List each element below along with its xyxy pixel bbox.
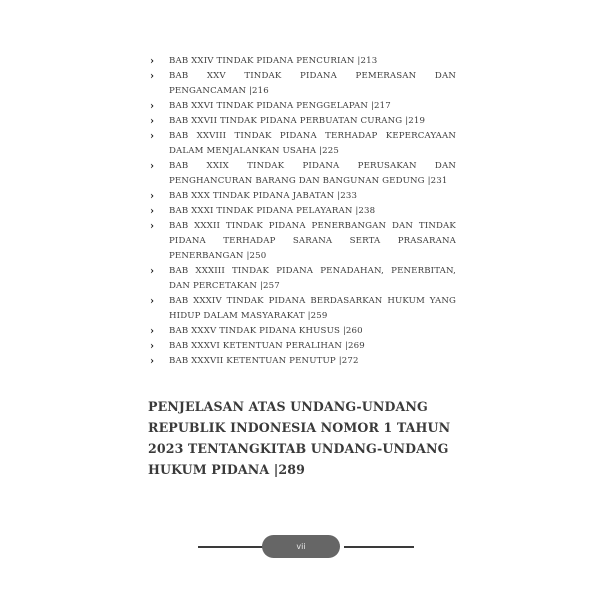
toc-entry-label: BAB XXXVI KETENTUAN PERALIHAN |269 (169, 341, 365, 351)
toc-entry-label: BAB XXXV TINDAK PIDANA KHUSUS |260 (169, 326, 363, 336)
toc-entry[interactable] (148, 264, 456, 294)
chevron-right-icon: › (150, 116, 155, 127)
toc-entry[interactable] (148, 114, 456, 129)
toc-entry-label: BAB XXVII TINDAK PIDANA PERBUATAN CURANG |219 (169, 116, 426, 126)
page-number-badge: vii (262, 535, 340, 558)
chevron-right-icon: › (150, 191, 155, 202)
toc-entry-label: BAB XXXI TINDAK PIDANA PELAYARAN |238 (169, 206, 376, 216)
chevron-right-icon: › (150, 101, 155, 112)
chevron-right-icon: › (150, 326, 155, 337)
chevron-right-icon: › (150, 56, 155, 67)
toc-entry-label: BAB XXVIII TINDAK PIDANA TERHADAP KEPERCAYAAN DALAM MENJALANKAN USAHA |225 (169, 131, 456, 156)
table-of-contents (148, 54, 456, 369)
toc-entry-label: BAB XXVI TINDAK PIDANA PENGGELAPAN |217 (169, 101, 391, 111)
chevron-right-icon: › (150, 131, 155, 142)
toc-entry[interactable] (148, 159, 456, 189)
toc-entry[interactable] (148, 339, 456, 354)
chevron-right-icon: › (150, 296, 155, 307)
toc-entry[interactable] (148, 54, 456, 69)
chevron-right-icon: › (150, 266, 155, 277)
toc-entry-label: BAB XXX TINDAK PIDANA JABATAN |233 (169, 191, 358, 201)
toc-entry[interactable] (148, 219, 456, 264)
page-footer (198, 535, 414, 559)
section-heading[interactable]: PENJELASAN ATAS UNDANG-UNDANG REPUBLIK INDONESIA NOMOR 1 TAHUN 2023 TENTANGKITAB UNDANG-UNDANG HUKUM PIDANA |289 (148, 399, 451, 477)
toc-entry[interactable] (148, 294, 456, 324)
chevron-right-icon: › (150, 161, 155, 172)
toc-entry-label: BAB XXXIV TINDAK PIDANA BERDASARKAN HUKUM YANG HIDUP DALAM MASYARAKAT |259 (169, 296, 456, 321)
toc-entry[interactable] (148, 69, 456, 99)
toc-entry[interactable] (148, 99, 456, 114)
chevron-right-icon: › (150, 341, 155, 352)
toc-entry-label: BAB XXV TINDAK PIDANA PEMERASAN DAN PENGANCAMAN |216 (169, 71, 456, 96)
toc-entry[interactable] (148, 324, 456, 339)
toc-entry-label: BAB XXIX TINDAK PIDANA PERUSAKAN DAN PENGHANCURAN BARANG DAN BANGUNAN GEDUNG |231 (169, 161, 456, 186)
footer-rule-right (344, 546, 414, 548)
toc-entry[interactable] (148, 129, 456, 159)
chevron-right-icon: › (150, 221, 155, 232)
toc-entry[interactable] (148, 189, 456, 204)
toc-entry-label: BAB XXIV TINDAK PIDANA PENCURIAN |213 (169, 56, 378, 66)
footer-rule-left (198, 546, 264, 548)
chevron-right-icon: › (150, 71, 155, 82)
toc-entry-label: BAB XXXIII TINDAK PIDANA PENADAHAN, PENERBITAN, DAN PERCETAKAN |257 (169, 266, 456, 291)
chevron-right-icon: › (150, 356, 155, 367)
toc-entry-label: BAB XXXVII KETENTUAN PENUTUP |272 (169, 356, 359, 366)
toc-entry-label: BAB XXXII TINDAK PIDANA PENERBANGAN DAN TINDAK PIDANA TERHADAP SARANA SERTA PRASARANA PENERBANGAN |250 (169, 221, 456, 261)
chevron-right-icon: › (150, 206, 155, 217)
toc-entry[interactable] (148, 204, 456, 219)
toc-entry[interactable] (148, 354, 456, 369)
